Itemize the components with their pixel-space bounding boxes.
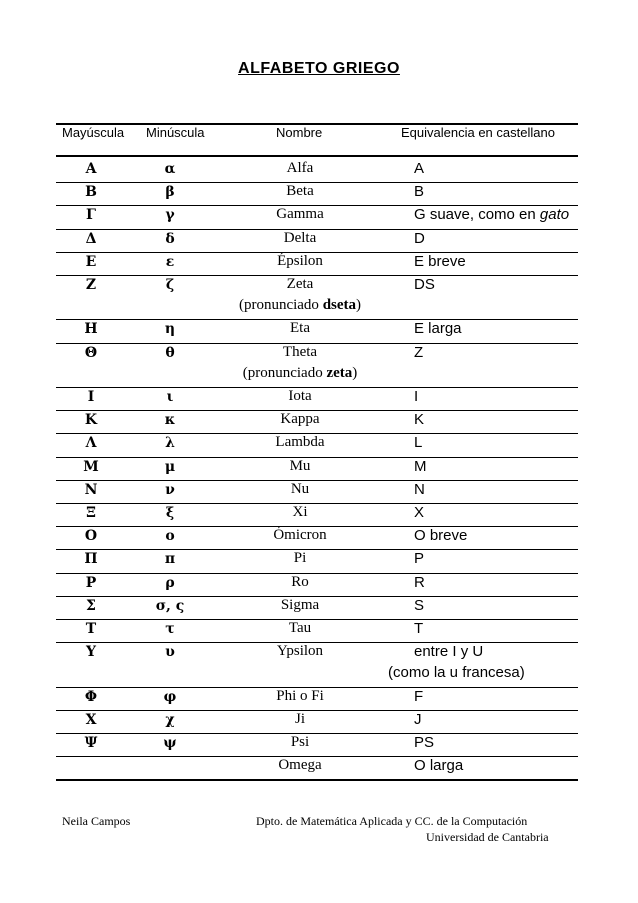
- header-bottom-rule: [56, 155, 578, 157]
- equivalence-text: R: [414, 573, 425, 591]
- header-lower: Minúscula: [146, 125, 205, 140]
- letter-name: Ji: [294, 710, 305, 727]
- equivalence-text: E breve: [414, 252, 466, 270]
- uppercase-letter: Ρ: [85, 574, 97, 591]
- uppercase-letter: Φ: [84, 688, 98, 705]
- footer-dept: Dpto. de Matemática Aplicada y CC. de la Computación: [256, 814, 528, 828]
- pronunciation-note: [210, 365, 390, 382]
- footer-university: Universidad de Cantabria: [426, 830, 549, 844]
- uppercase-letter: Ε: [85, 253, 97, 270]
- lowercase-letter: μ: [164, 458, 176, 475]
- letter-name: Ómicron: [273, 527, 327, 544]
- note-suffix: ): [356, 297, 362, 314]
- equivalence-text: B: [414, 183, 425, 201]
- letter-name: Épsilon: [277, 252, 323, 269]
- letter-name: Lambda: [275, 434, 325, 451]
- letter-name: Gamma: [276, 206, 324, 223]
- equivalence: [414, 734, 434, 751]
- note-pronunciation: zeta: [326, 364, 353, 381]
- lowercase-letter: ξ: [165, 505, 175, 521]
- lowercase-letter: γ: [165, 207, 175, 224]
- table-bottom-rule: [56, 779, 578, 781]
- equivalence-text: F: [414, 687, 424, 705]
- uppercase-letter: Υ: [86, 644, 96, 661]
- letter-name: Tau: [288, 620, 312, 636]
- equivalence-text: A: [414, 160, 425, 177]
- letter-name: Kappa: [280, 411, 320, 428]
- lowercase-letter: σ, ς: [155, 597, 185, 614]
- equivalence-text: X: [414, 504, 425, 521]
- letter-name: Xi: [292, 504, 308, 520]
- lowercase-letter: θ: [165, 344, 175, 361]
- uppercase-letter: Ξ: [86, 505, 96, 521]
- equivalence: [414, 253, 466, 270]
- equivalence: [414, 388, 418, 405]
- letter-name: Eta: [290, 320, 310, 337]
- uppercase-letter: Ο: [84, 528, 98, 545]
- letter-name: Nu: [290, 480, 310, 497]
- letter-name: Mu: [289, 457, 311, 474]
- uppercase-letter: Ψ: [84, 735, 98, 751]
- lowercase-letter: φ: [163, 688, 177, 705]
- equivalence: [414, 527, 467, 544]
- lowercase-letter: λ: [165, 435, 175, 452]
- lowercase-letter: δ: [165, 230, 175, 247]
- equivalence-text: K: [414, 411, 425, 429]
- uppercase-letter: Γ: [86, 207, 96, 224]
- letter-name: Iota: [288, 388, 312, 404]
- equivalence-text: P: [414, 550, 425, 568]
- equivalence: [414, 434, 422, 451]
- equivalence-text: E larga: [414, 320, 462, 338]
- letter-name: Omega: [278, 757, 322, 774]
- letter-name: Alfa: [286, 160, 314, 176]
- header-equiv: Equivalencia en castellano: [401, 125, 555, 140]
- equivalence-note: (como la u francesa): [388, 664, 525, 682]
- uppercase-letter: Η: [84, 321, 98, 338]
- equivalence: [414, 411, 424, 428]
- lowercase-letter: κ: [164, 412, 176, 429]
- letter-name: Beta: [286, 183, 314, 200]
- uppercase-letter: Δ: [85, 230, 97, 247]
- lowercase-letter: χ: [165, 711, 175, 728]
- equivalence: [414, 320, 462, 337]
- page-title: ALFABETO GRIEGO: [238, 60, 400, 77]
- uppercase-letter: Ν: [84, 481, 98, 498]
- equivalence: [414, 643, 483, 660]
- equivalence-text: D: [414, 229, 425, 247]
- footer-author: Neila Campos: [62, 814, 131, 828]
- header-upper: Mayúscula: [62, 125, 125, 140]
- note-suffix: ): [352, 364, 358, 381]
- letter-name: Phi o Fi: [276, 687, 324, 704]
- equivalence-text: J: [414, 710, 422, 728]
- letter-name: Delta: [283, 229, 317, 246]
- equivalence-text: Z: [414, 343, 424, 361]
- uppercase-letter: Β: [85, 184, 97, 201]
- equivalence-text: entre I y U: [414, 643, 484, 661]
- uppercase-letter: Τ: [85, 621, 97, 637]
- lowercase-letter: ν: [165, 481, 175, 498]
- lowercase-letter: ο: [165, 528, 175, 545]
- uppercase-letter: Α: [85, 161, 97, 177]
- uppercase-letter: Σ: [86, 597, 96, 614]
- letter-name: Ro: [291, 573, 309, 590]
- equivalence: [414, 230, 425, 247]
- equivalence-text: M: [414, 457, 427, 475]
- letter-name: Ypsilon: [276, 643, 324, 660]
- lowercase-letter: η: [164, 321, 176, 338]
- letter-name: Sigma: [280, 596, 320, 613]
- pronunciation-note: [210, 297, 390, 314]
- uppercase-letter: Λ: [85, 435, 97, 452]
- equivalence-text: L: [414, 434, 423, 452]
- equivalence: [414, 504, 424, 521]
- header-name: Nombre: [276, 125, 323, 140]
- equivalence: [414, 688, 423, 705]
- equivalence-text: T: [414, 620, 424, 637]
- letter-name: Zeta: [286, 276, 314, 292]
- equivalence-text: PS: [414, 734, 435, 751]
- lowercase-letter: β: [165, 184, 175, 201]
- lowercase-letter: ι: [166, 389, 174, 405]
- note-prefix: (pronunciado: [242, 364, 327, 381]
- lowercase-letter: α: [164, 161, 176, 177]
- letter-name: Theta: [282, 343, 318, 360]
- equivalence-text: O breve: [414, 527, 468, 545]
- uppercase-letter: Κ: [84, 412, 98, 429]
- equivalence-text: G suave, como en: [414, 206, 540, 224]
- letter-name: Pi: [293, 550, 307, 567]
- lowercase-letter: τ: [165, 621, 175, 637]
- equivalence: [414, 711, 422, 728]
- equivalence-text: S: [414, 596, 425, 614]
- lowercase-letter: π: [164, 551, 176, 568]
- lowercase-letter: ρ: [165, 574, 175, 591]
- equivalence: [414, 160, 424, 177]
- equivalence-text: DS: [414, 276, 435, 293]
- letter-name: Psi: [290, 734, 310, 750]
- equivalence-text: O larga: [414, 757, 464, 775]
- equivalence: [414, 206, 569, 223]
- note-prefix: (pronunciado: [238, 297, 323, 314]
- uppercase-letter: Χ: [85, 711, 97, 728]
- equivalence-text: I: [414, 388, 419, 405]
- equivalence: [414, 481, 425, 498]
- equivalence: [414, 550, 424, 567]
- equivalence-text: N: [414, 480, 425, 498]
- uppercase-letter: Ι: [87, 389, 95, 405]
- equivalence: [414, 597, 424, 614]
- equivalence: [414, 458, 427, 475]
- equivalence-example: gato: [539, 206, 570, 224]
- uppercase-letter: Μ: [83, 458, 99, 475]
- lowercase-letter: ζ: [165, 277, 175, 293]
- equivalence: [414, 574, 425, 591]
- lowercase-letter: υ: [165, 644, 175, 661]
- uppercase-letter: Θ: [84, 344, 98, 361]
- equivalence: [414, 344, 423, 361]
- equivalence: [414, 276, 435, 293]
- lowercase-letter: ψ: [163, 735, 177, 751]
- equivalence: [414, 183, 424, 200]
- note-pronunciation: dseta: [322, 297, 357, 314]
- uppercase-letter: Π: [84, 551, 98, 568]
- lowercase-letter: ε: [165, 253, 175, 270]
- equivalence: [414, 757, 463, 774]
- equivalence: [414, 620, 423, 637]
- uppercase-letter: Ζ: [85, 277, 97, 293]
